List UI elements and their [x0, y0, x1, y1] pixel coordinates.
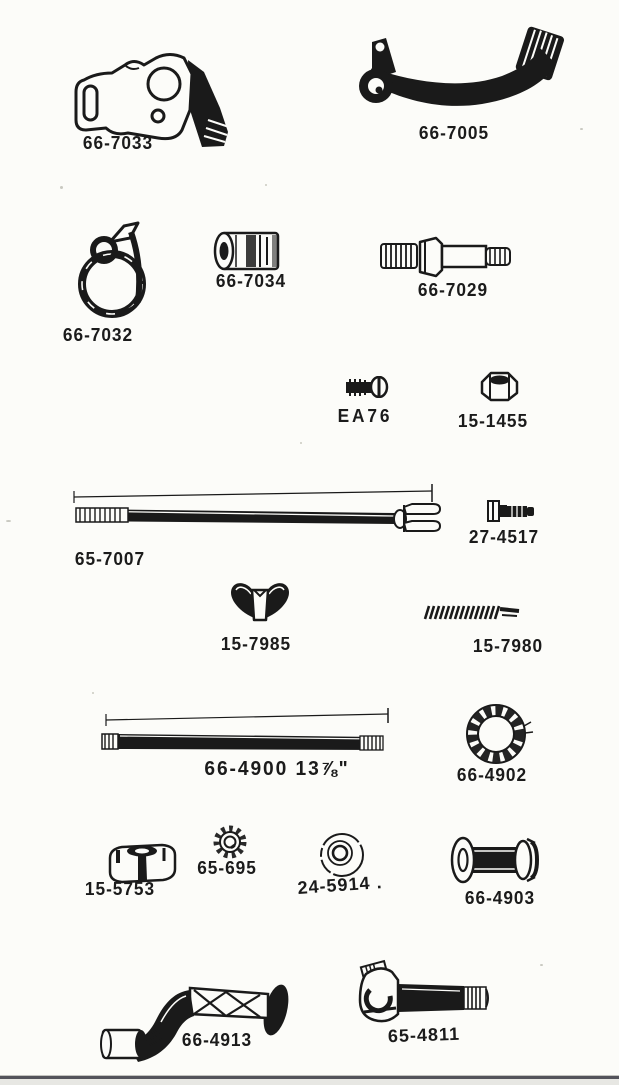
part-number-label: 66-7034 [215, 271, 287, 291]
part-number-label: 66-7033 [82, 133, 154, 153]
part-figure-65-7007 [66, 483, 442, 569]
part-figure-15-1455 [457, 370, 529, 431]
brake-pedal-lever-illustration [342, 24, 570, 126]
part-number-label: 66-4900 13⅞" [204, 758, 350, 780]
part-figure-66-7005 [342, 24, 570, 143]
part-number-label: 15-5753 [84, 879, 156, 899]
scan-speck [300, 442, 302, 444]
rod-with-clevis-illustration [66, 483, 442, 547]
part-figure-15-7985 [220, 580, 294, 654]
adjuster-sleeve-illustration [210, 228, 286, 274]
part-figure-27-4517 [468, 498, 540, 547]
scan-speck [265, 184, 267, 186]
part-number-label: 66-7032 [62, 325, 134, 345]
clamp-bolt-spindle-illustration [352, 956, 497, 1028]
part-number-label: 66-7005 [418, 123, 490, 143]
part-number-label: 15-1455 [457, 411, 529, 431]
scan-speck [580, 128, 583, 130]
part-figure-66-4900 [98, 705, 398, 780]
part-figure-66-4903 [447, 835, 542, 908]
crank-lever-illustration [98, 972, 298, 1067]
part-number-label: 15-7985 [220, 634, 292, 654]
part-number-label: 65-7007 [74, 549, 146, 569]
scan-speck [92, 692, 94, 694]
part-number-label: 65-4811 [387, 1023, 461, 1047]
part-number-label: 65-695 [197, 858, 257, 878]
part-figure-65-695 [197, 822, 257, 878]
part-number-label: 66-7029 [417, 280, 489, 300]
scan-speck [6, 520, 11, 522]
part-figure-66-7034 [210, 228, 287, 291]
small-bolt-illustration [486, 498, 538, 524]
part-number-label: 15-7980 [472, 636, 544, 656]
part-number-label: 24-5914 . [296, 872, 384, 898]
serrated-lock-washer-illustration [210, 822, 250, 862]
part-number-label: 66-4913 [181, 1030, 253, 1050]
spool-roller-illustration [447, 835, 542, 885]
knurled-ring-illustration [458, 700, 536, 768]
part-figure-15-5753 [84, 838, 182, 899]
part-number-label: 66-4903 [464, 888, 536, 908]
plain-washer-illustration [316, 833, 368, 879]
part-figure-66-4902 [456, 700, 536, 785]
part-figure-ea76 [337, 376, 393, 426]
part-figure-66-7032 [62, 218, 163, 345]
scan-speck [60, 186, 63, 189]
part-figure-65-4811 [352, 956, 497, 1047]
part-figure-15-7980 [422, 600, 544, 656]
part-number-label: EA76 [337, 406, 393, 426]
part-figure-24-5914 [296, 833, 384, 898]
small-screw-illustration [344, 376, 390, 398]
part-figure-66-7029 [378, 236, 518, 300]
hex-nut-illustration [477, 370, 522, 403]
long-rod-illustration [98, 705, 398, 760]
part-figure-66-4913 [98, 972, 298, 1067]
trunnion-illustration [224, 580, 294, 628]
part-figure-66-7033 [70, 46, 238, 152]
double-ended-bolt-illustration [378, 236, 518, 278]
part-number-label: 27-4517 [468, 527, 540, 547]
coiled-return-spring-illustration [68, 218, 163, 322]
part-number-label: 66-4902 [456, 765, 528, 785]
scan-speck [540, 964, 543, 966]
coil-spring-illustration [422, 600, 522, 626]
page-edge-foot [0, 1079, 619, 1085]
